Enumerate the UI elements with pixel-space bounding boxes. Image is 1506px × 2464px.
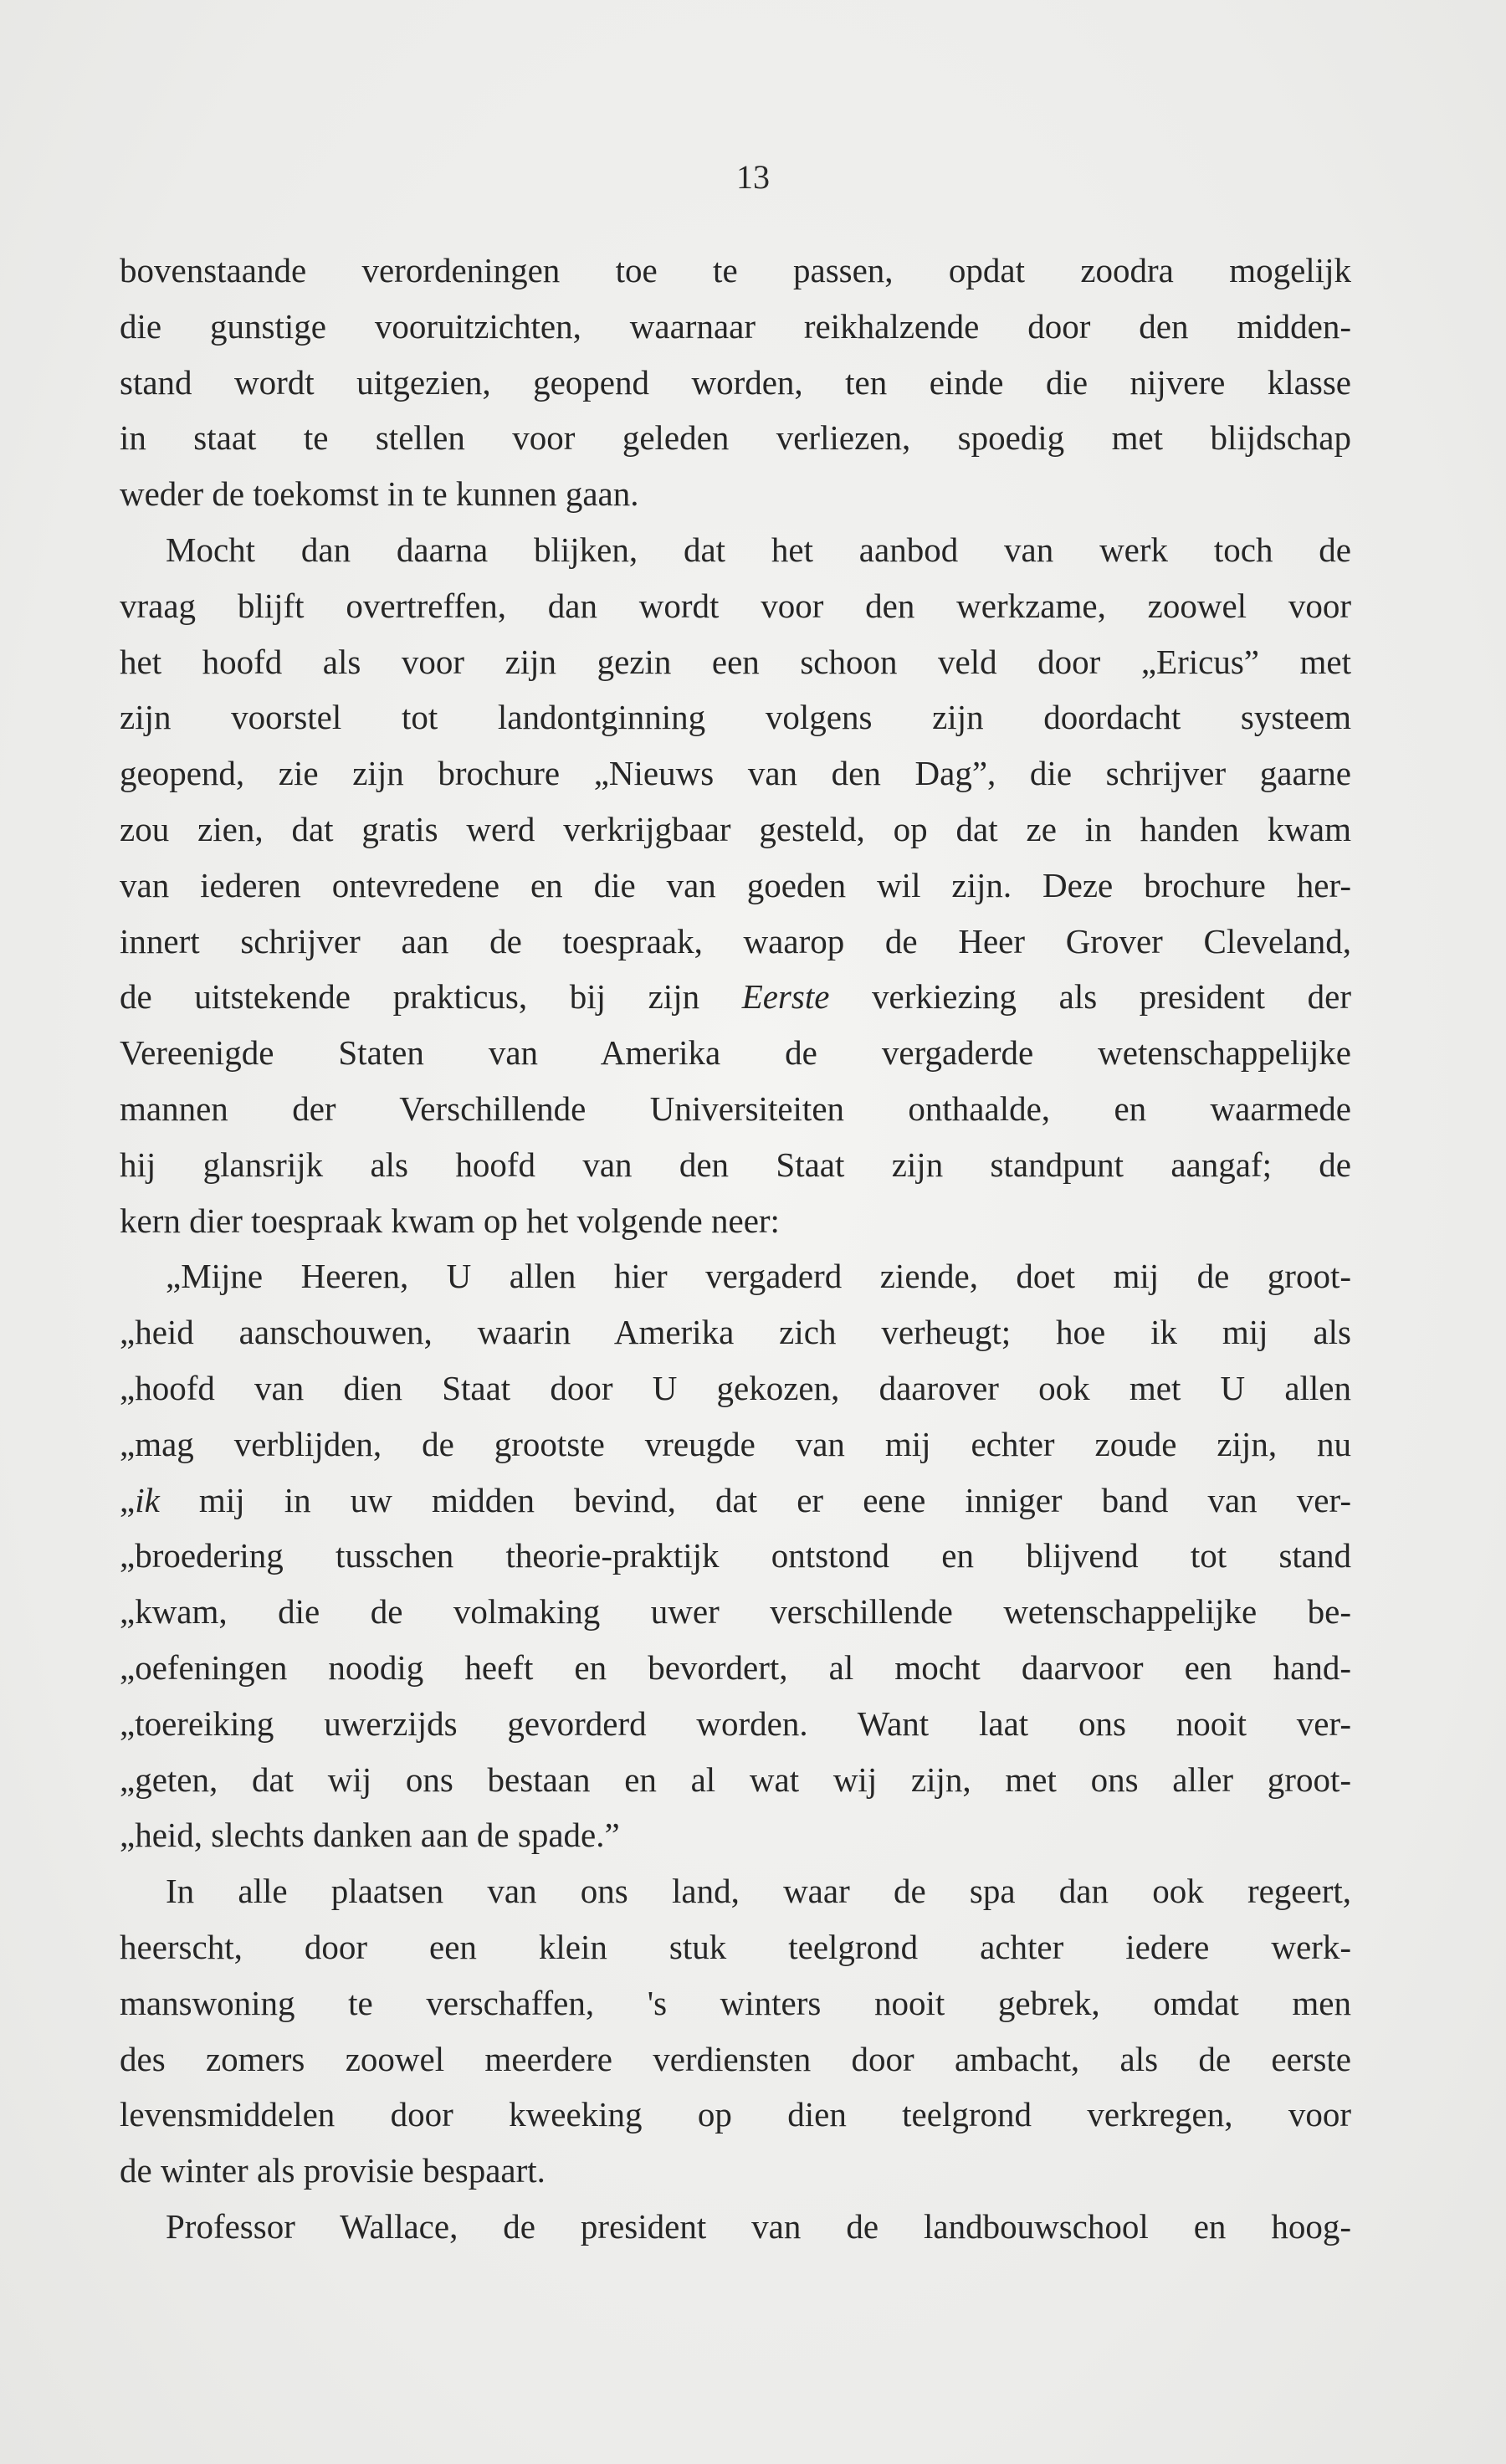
text-line	[120, 1360, 1351, 1416]
line-text: weder de toekomst in te kunnen gaan.	[120, 474, 639, 514]
line-text: manswoning te verschaffen, 's winters nooit gebrek, omdat men	[120, 1983, 1351, 2022]
line-text: Mocht dan daarna blijken, dat het aanbod van werk toch de	[166, 530, 1351, 569]
text-line	[120, 1807, 1351, 1863]
text-line	[120, 1863, 1351, 1919]
text-line	[120, 689, 1351, 745]
line-text: het hoofd als voor zijn gezin een schoon veld door „Ericus” met	[120, 642, 1351, 681]
line-text: kern dier toespraak kwam op het volgende neer:	[120, 1201, 780, 1240]
line-text: de uitstekende prakticus, bij zijn	[120, 977, 700, 1017]
text-line	[120, 1640, 1351, 1696]
text-line	[120, 1473, 1351, 1529]
line-text: In alle plaatsen van ons land, waar de spa dan ook regeert,	[166, 1872, 1351, 1911]
text-line	[120, 1528, 1351, 1584]
text-line	[120, 522, 1351, 578]
text-line	[120, 914, 1351, 970]
text-line	[120, 1975, 1351, 2031]
line-text: levensmiddelen door kweeking op dien teelgrond verkregen, voor	[120, 2095, 1351, 2134]
line-text: innert schrijver aan de toespraak, waarop de Heer Grover Cleveland,	[120, 921, 1351, 960]
line-text: „Mijne Heeren, U allen hier vergaderd ziende, doet mij de groot-	[166, 1257, 1351, 1296]
text-line	[120, 802, 1351, 858]
line-text: van iederen ontevredene en die van goeden wil zijn. Deze brochure her-	[120, 865, 1351, 904]
text-line	[120, 1696, 1351, 1752]
text-line	[120, 1193, 1351, 1249]
text-line	[120, 1081, 1351, 1137]
text-line	[120, 1584, 1351, 1640]
line-text: Professor Wallace, de president van de landbouwschool en hoog-	[166, 2206, 1351, 2246]
italic-word: ik	[135, 1480, 160, 1519]
line-text: de winter als provisie bespaart.	[120, 2151, 546, 2190]
line-text: heerscht, door een klein stuk teelgrond achter iedere werk-	[120, 1927, 1351, 1966]
line-text: geopend, zie zijn brochure „Nieuws van den Dag”, die schrijver gaarne	[120, 754, 1351, 793]
text-line	[120, 355, 1351, 411]
line-text: vraag blijft overtreffen, dan wordt voor den werkzame, zoowel voor	[120, 586, 1351, 625]
text-line	[120, 1919, 1351, 1975]
line-text: „kwam, die de volmaking uwer verschillende wetenschappelijke be-	[120, 1592, 1351, 1632]
line-text-after: verkiezing als president der	[872, 977, 1351, 1017]
text-line	[120, 243, 1351, 299]
line-text: mannen der Verschillende Universiteiten onthaalde, en waarmede	[120, 1089, 1351, 1128]
text-line	[120, 1752, 1351, 1808]
line-text: stand wordt uitgezien, geopend worden, ten einde die nijvere klasse	[120, 362, 1351, 402]
text-line	[120, 578, 1351, 634]
line-text: „toereiking uwerzijds gevorderd worden. Want laat ons nooit ver-	[120, 1703, 1351, 1743]
line-text: „	[120, 1480, 136, 1519]
line-text: „hoofd van dien Staat door U gekozen, daarover ook met U allen	[120, 1368, 1351, 1407]
line-text: „heid aanschouwen, waarin Amerika zich verheugt; hoe ik mij als	[120, 1313, 1351, 1352]
page-number: 13	[736, 158, 770, 196]
line-text-after: mij in uw midden bevind, dat er eene inniger band van ver-	[198, 1480, 1351, 1519]
text-line	[120, 1304, 1351, 1360]
line-text: des zomers zoowel meerdere verdiensten door ambacht, als de eerste	[120, 2039, 1351, 2078]
line-text: in staat te stellen voor geleden verliezen, spoedig met blijdschap	[120, 418, 1351, 458]
text-line	[120, 299, 1351, 355]
text-line	[120, 745, 1351, 802]
text-line	[120, 2087, 1351, 2143]
line-text: „broedering tusschen theorie-praktijk ontstond en blijvend tot stand	[120, 1536, 1351, 1575]
text-line	[120, 2031, 1351, 2087]
text-line	[120, 634, 1351, 690]
line-text: zou zien, dat gratis werd verkrijgbaar gesteld, op dat ze in handen kwam	[120, 809, 1351, 848]
line-text: die gunstige vooruitzichten, waarnaar reikhalzende door den midden-	[120, 306, 1351, 346]
text-line	[120, 858, 1351, 914]
line-text: bovenstaande verordeningen toe te passen, opdat zoodra mogelijk	[120, 251, 1351, 289]
line-text: „mag verblijden, de grootste vreugde van mij echter zoude zijn, nu	[120, 1424, 1351, 1463]
line-text: hij glansrijk als hoofd van den Staat zijn standpunt aangaf; de	[120, 1145, 1351, 1184]
line-text: Vereenigde Staten van Amerika de vergaderde wetenschappelijke	[120, 1033, 1351, 1073]
text-line	[120, 1137, 1351, 1193]
text-line	[120, 466, 1351, 522]
line-text: „oefeningen noodig heeft en bevordert, al mocht daarvoor een hand-	[120, 1647, 1351, 1687]
italic-word: Eerste	[741, 977, 830, 1017]
text-line	[120, 410, 1351, 466]
text-line	[120, 1025, 1351, 1081]
text-line	[120, 2199, 1351, 2255]
text-line	[120, 1248, 1351, 1304]
line-text: „geten, dat wij ons bestaan en al wat wij zijn, met ons aller groot-	[120, 1760, 1351, 1799]
text-line	[120, 2143, 1351, 2199]
text-line	[120, 1416, 1351, 1473]
body-text	[120, 243, 1351, 2255]
text-line	[120, 969, 1351, 1025]
line-text: „heid, slechts danken aan de spade.”	[120, 1816, 620, 1855]
line-text: zijn voorstel tot landontginning volgens zijn doordacht systeem	[120, 698, 1351, 737]
